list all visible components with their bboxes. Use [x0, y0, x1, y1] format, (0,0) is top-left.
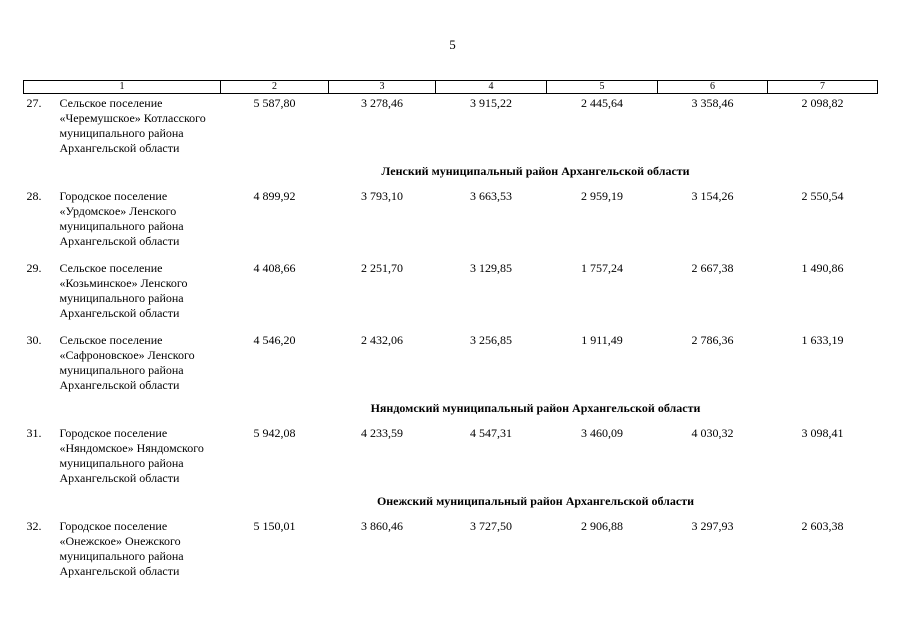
- settlement-name-line: Архангельской области: [59, 378, 180, 392]
- table-row: [24, 331, 878, 393]
- value-cell: 3 358,46: [691, 96, 734, 110]
- value-cell: 3 098,41: [801, 426, 844, 440]
- value-cell: 4 547,31: [470, 426, 512, 440]
- settlement-name-line: Сельское поселение: [59, 261, 163, 275]
- settlement-name-line: Городское поселение: [59, 426, 168, 440]
- column-header-4: 4: [436, 81, 547, 94]
- table-row: [24, 517, 878, 579]
- settlement-name-line: муниципального района: [59, 126, 184, 140]
- settlement-name-line: Сельское поселение: [59, 96, 163, 110]
- value-cell: 4 546,20: [253, 333, 296, 347]
- settlement-name-cell: [24, 331, 221, 393]
- value-cell: 2 667,38: [691, 261, 734, 275]
- value-cell: 4 408,66: [253, 261, 296, 275]
- column-header-1: 1: [24, 81, 221, 94]
- settlement-name-line: муниципального района: [59, 291, 184, 305]
- section-heading-row: [24, 393, 878, 424]
- table-row: [24, 187, 878, 249]
- settlement-name-cell: [24, 94, 221, 157]
- section-heading: Ленский муниципальный район Архангельской области: [381, 164, 690, 178]
- row-number: 30.: [26, 333, 42, 347]
- value-cell: 2 906,88: [581, 519, 623, 533]
- value-cell: 2 445,64: [581, 96, 623, 110]
- value-cell: 4 233,59: [361, 426, 403, 440]
- section-heading: Онежский муниципальный район Архангельской области: [376, 494, 695, 508]
- value-cell: 3 129,85: [470, 261, 512, 275]
- settlement-name-line: Городское поселение: [59, 189, 168, 203]
- settlement-name-cell: [24, 259, 221, 321]
- value-cell: 3 663,53: [470, 189, 512, 203]
- settlement-name-line: муниципального района: [59, 219, 184, 233]
- value-cell: 2 959,19: [581, 189, 623, 203]
- value-cell: 3 793,10: [361, 189, 403, 203]
- settlement-name-line: Архангельской области: [59, 306, 180, 320]
- value-cell: 3 256,85: [470, 333, 512, 347]
- settlement-name-line: «Урдомское» Ленского: [59, 204, 177, 218]
- table-row: [24, 259, 878, 321]
- value-cell: 3 915,22: [470, 96, 512, 110]
- settlement-name-line: «Черемушское» Котласского: [59, 111, 206, 125]
- settlement-name-line: муниципального района: [59, 549, 184, 563]
- settlements-table: [23, 80, 878, 579]
- page-number: 5: [449, 37, 456, 52]
- row-number: 28.: [26, 189, 42, 203]
- value-cell: 3 860,46: [361, 519, 403, 533]
- row-spacer: [24, 321, 878, 331]
- settlement-name-line: Архангельской области: [59, 141, 180, 155]
- value-cell: 1 633,19: [801, 333, 844, 347]
- table-row: [24, 94, 878, 157]
- column-number-header: [24, 81, 878, 94]
- value-cell: 3 727,50: [470, 519, 512, 533]
- row-spacer: [24, 249, 878, 259]
- row-number: 29.: [26, 261, 42, 275]
- value-cell: 1 490,86: [801, 261, 844, 275]
- value-cell: 1 911,49: [581, 333, 623, 347]
- settlement-name-line: «Онежское» Онежского: [59, 534, 181, 548]
- settlement-name-line: «Сафроновское» Ленского: [59, 348, 195, 362]
- value-cell: 3 154,26: [691, 189, 734, 203]
- settlement-name-line: «Няндомское» Няндомского: [59, 441, 204, 455]
- settlement-name-line: «Козьминское» Ленского: [59, 276, 188, 290]
- value-cell: 2 098,82: [801, 96, 844, 110]
- row-number: 32.: [26, 519, 42, 533]
- column-header-7: 7: [768, 81, 878, 94]
- settlement-name-cell: [24, 187, 221, 249]
- value-cell: 5 150,01: [253, 519, 296, 533]
- value-cell: 2 550,54: [801, 189, 844, 203]
- value-cell: 3 297,93: [691, 519, 734, 533]
- value-cell: 4 899,92: [253, 189, 296, 203]
- table-row: [24, 424, 878, 486]
- settlement-name-line: муниципального района: [59, 363, 184, 377]
- settlement-name-line: Архангельской области: [59, 564, 180, 578]
- value-cell: 3 278,46: [361, 96, 403, 110]
- settlement-name-cell: [24, 517, 221, 579]
- settlement-name-line: Архангельской области: [59, 471, 180, 485]
- value-cell: 5 587,80: [253, 96, 296, 110]
- section-heading-row: [24, 486, 878, 517]
- settlement-name-cell: [24, 424, 221, 486]
- column-header-6: 6: [658, 81, 768, 94]
- value-cell: 5 942,08: [253, 426, 296, 440]
- value-cell: 2 603,38: [801, 519, 844, 533]
- column-header-2: 2: [221, 81, 329, 94]
- settlement-name-line: Городское поселение: [59, 519, 168, 533]
- value-cell: 2 251,70: [361, 261, 403, 275]
- column-header-3: 3: [329, 81, 436, 94]
- row-number: 31.: [26, 426, 42, 440]
- value-cell: 1 757,24: [581, 261, 623, 275]
- settlement-name-line: Архангельской области: [59, 234, 180, 248]
- row-number: 27.: [26, 96, 42, 110]
- column-header-5: 5: [547, 81, 658, 94]
- settlement-name-line: муниципального района: [59, 456, 184, 470]
- value-cell: 2 786,36: [691, 333, 734, 347]
- settlement-name-line: Сельское поселение: [59, 333, 163, 347]
- section-heading: Няндомский муниципальный район Архангельской области: [370, 401, 701, 415]
- value-cell: 4 030,32: [691, 426, 734, 440]
- value-cell: 3 460,09: [581, 426, 623, 440]
- value-cell: 2 432,06: [361, 333, 403, 347]
- section-heading-row: [24, 156, 878, 187]
